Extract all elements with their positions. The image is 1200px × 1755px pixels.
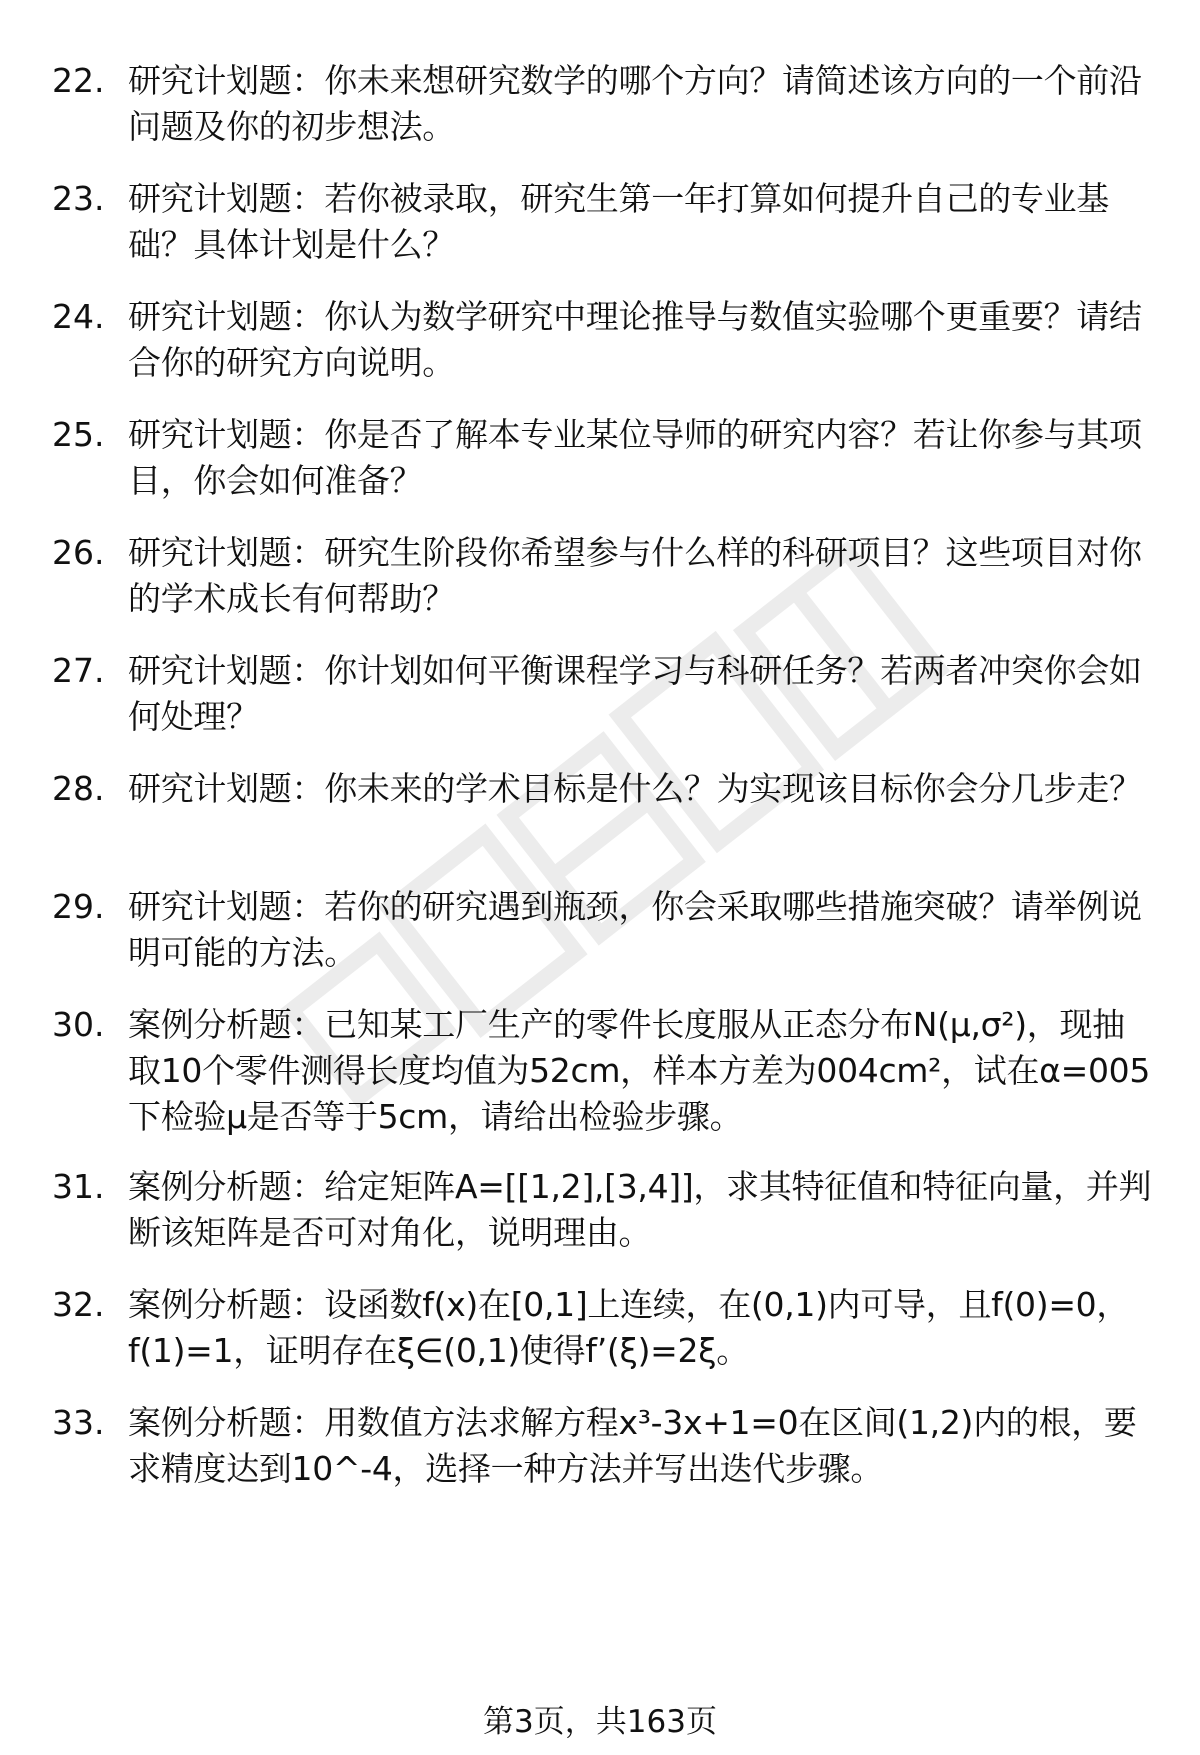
question-text: 案例分析题：用数值方法求解方程x³-3x+1=0在区间(1,2)内的根，要求精度达到10^-4，选择一种方法并写出迭代步骤。	[128, 1403, 1137, 1488]
question-number: 23.	[52, 179, 105, 218]
question-number: 29.	[52, 887, 105, 926]
question-text: 研究计划题：若你被录取，研究生第一年打算如何提升自己的专业基础？具体计划是什么？	[128, 179, 1110, 264]
question-text: 案例分析题：给定矩阵A=[[1,2],[3,4]]，求其特征值和特征向量，并判断该矩阵是否可对角化，说明理由。	[128, 1167, 1152, 1252]
question-text: 案例分析题：已知某工厂生产的零件长度服从正态分布N(μ,σ²)，现抽取10个零件测得长度均值为52cm，样本方差为004cm²，试在α=005下检验μ是否等于5cm，请给出检验步骤。	[128, 1005, 1151, 1136]
question-text: 研究计划题：研究生阶段你希望参与什么样的科研项目？这些项目对你的学术成长有何帮助？	[128, 533, 1142, 618]
question-number: 32.	[52, 1285, 105, 1324]
question-number: 30.	[52, 1005, 105, 1044]
question-text: 研究计划题：若你的研究遇到瓶颈，你会采取哪些措施突破？请举例说明可能的方法。	[128, 887, 1142, 972]
question-number: 24.	[52, 297, 105, 336]
question-number: 25.	[52, 415, 105, 454]
question-number: 31.	[52, 1167, 105, 1206]
question-text: 研究计划题：你认为数学研究中理论推导与数值实验哪个更重要？请结合你的研究方向说明。	[128, 297, 1142, 382]
question-text: 研究计划题：你计划如何平衡课程学习与科研任务？若两者冲突你会如何处理？	[128, 651, 1142, 736]
question-text: 研究计划题：你未来想研究数学的哪个方向？请简述该方向的一个前沿问题及你的初步想法。	[128, 61, 1142, 146]
page-footer: 第3页，共163页	[483, 1704, 717, 1740]
question-text: 研究计划题：你是否了解本专业某位导师的研究内容？若让你参与其项目，你会如何准备？	[128, 415, 1142, 500]
question-number: 28.	[52, 769, 105, 808]
question-text: 研究计划题：你未来的学术目标是什么？为实现该目标你会分几步走？	[128, 769, 1142, 808]
question-number: 33.	[52, 1403, 105, 1442]
question-number: 22.	[52, 61, 105, 100]
question-text: 案例分析题：设函数f(x)在[0,1]上连续，在(0,1)内可导，且f(0)=0，f(1)=1，证明存在ξ∈(0,1)使得f’(ξ)=2ξ。	[128, 1285, 1130, 1370]
question-number: 27.	[52, 651, 105, 690]
question-number: 26.	[52, 533, 105, 572]
